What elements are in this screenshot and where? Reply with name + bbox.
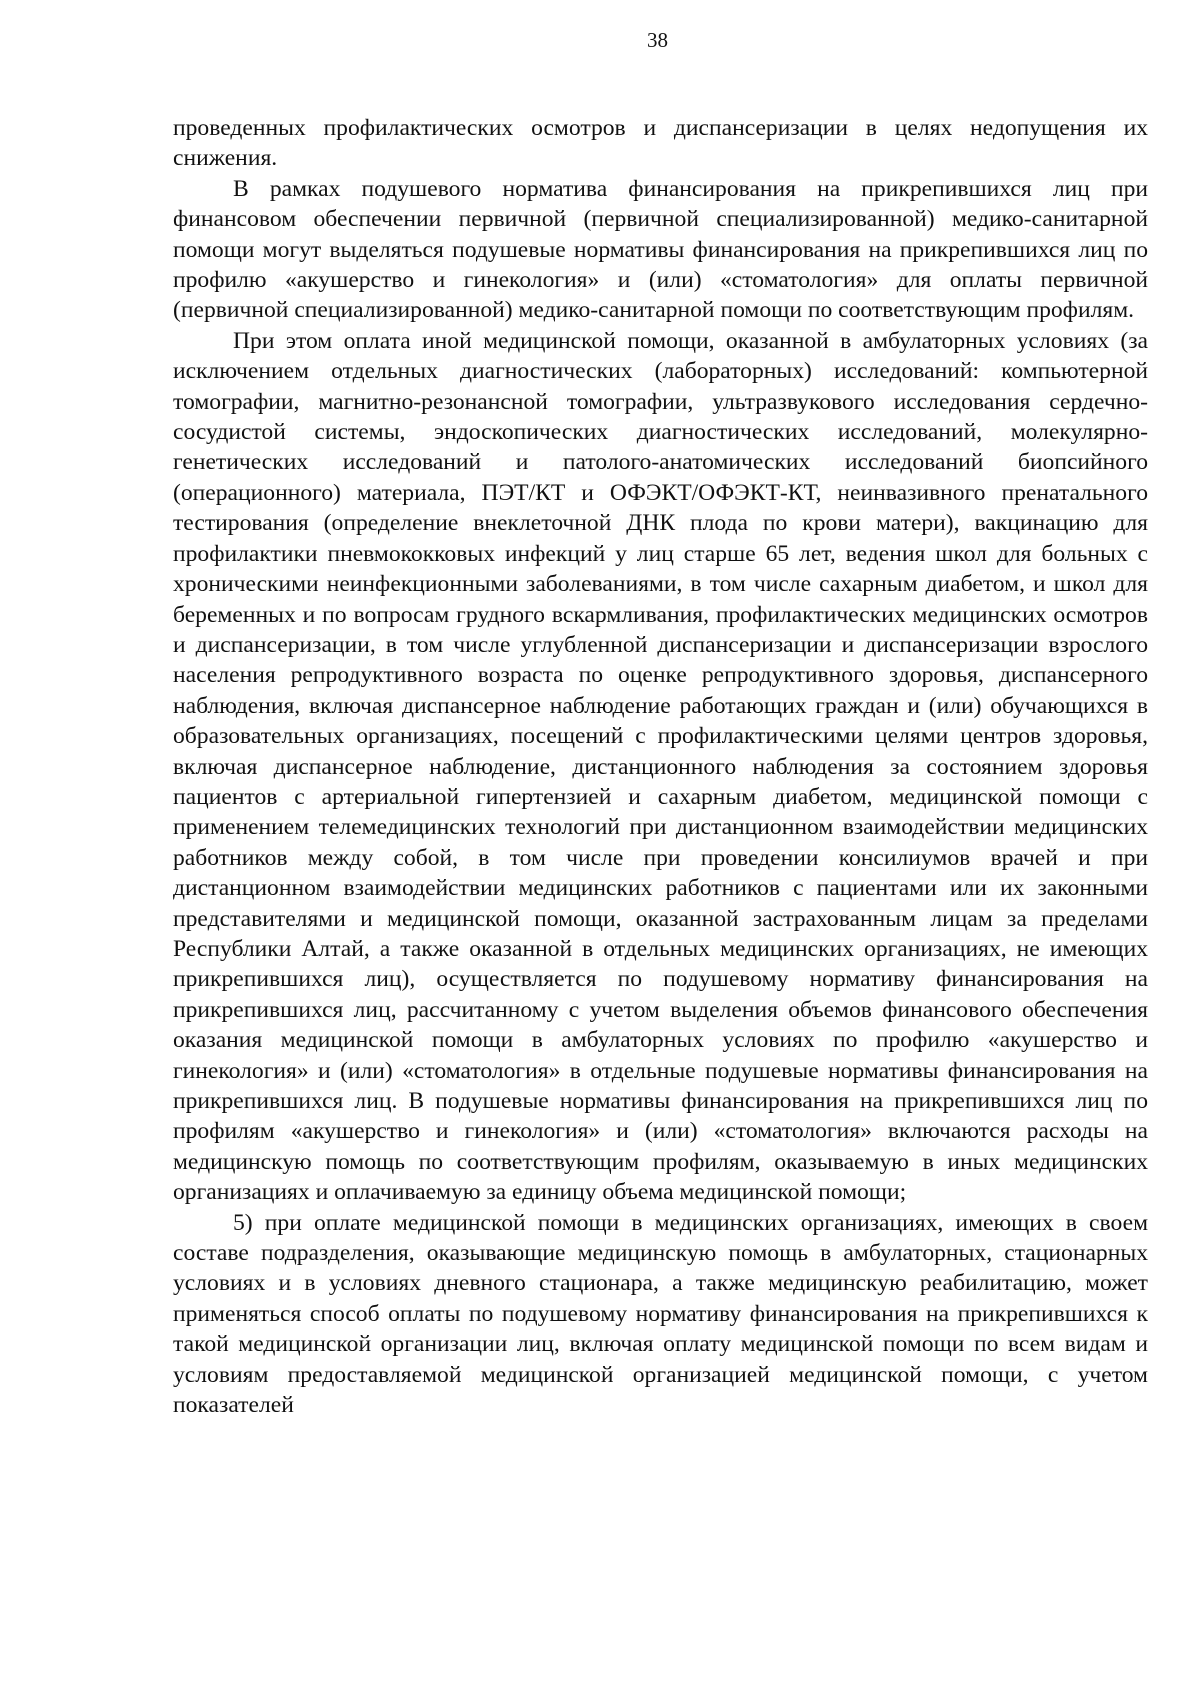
paragraph-continuation: проведенных профилактических осмотров и диспансеризации в целях недопущения их снижения. <box>173 115 1148 172</box>
page-number: 38 <box>647 28 668 52</box>
paragraph-item-5: 5) при оплате медицинской помощи в медицинских организациях, имеющих в своем составе подразделения, оказывающие медицинскую помощь в амбулаторных, стационарных условиях и в условиях дневного стационара, а также медицинскую реабилитацию, может применяться способ оплаты по подушевому нормативу финансирования на прикрепившихся к такой медицинской организации лиц, включая оплату медицинской помощи по всем видам и условиям предоставляемой медицинской организацией медицинской помощи, с учетом показателей <box>173 1209 1148 1419</box>
paragraph-outpatient-payment: При этом оплата иной медицинской помощи, оказанной в амбулаторных условиях (за исключением отдельных диагностических (лабораторных) исследований: компьютерной томографии, магнитно-резонансной томографии, ультразвукового исследования сердечно-сосудистой системы, эндоскопических диагностических исследований, молекулярно-генетических исследований и патолого-анатомических исследований биопсийного (операционного) материала, ПЭТ/КТ и ОФЭКТ/ОФЭКТ-КТ, неинвазивного пренатального тестирования (определение внеклеточной ДНК плода по крови матери), вакцинацию для профилактики пневмококковых инфекций у лиц старше 65 лет, ведения школ для больных с хроническими неинфекционными заболеваниями, в том числе сахарным диабетом, и школ для беременных и по вопросам грудного вскармливания, профилактических медицинских осмотров и диспансеризации, в том числе углубленной диспансеризации и диспансеризации взрослого населения репродуктивного возраста по оценке репродуктивного здоровья, диспансерного наблюдения, включая диспансерное наблюдение работающих граждан и (или) обучающихся в образовательных организациях, посещений с профилактическими целями центров здоровья, включая диспансерное наблюдение, дистанционного наблюдения за состоянием здоровья пациентов с артериальной гипертензией и сахарным диабетом, медицинской помощи с применением телемедицинских технологий при дистанционном взаимодействии медицинских работников между собой, в том числе при проведении консилиумов врачей и при дистанционном взаимодействии медицинских работников с пациентами или их законными представителями и медицинской помощи, оказанной застрахованным лицам за пределами Республики Алтай, а также оказанной в отдельных медицинских организациях, не имеющих прикрепившихся лиц), осуществляется по подушевому нормативу финансирования на прикрепившихся лиц, рассчитанному с учетом выделения объемов финансового обеспечения оказания медицинской помощи в амбулаторных условиях по профилю «акушерство и гинекология» и (или) «стоматология» в отдельные подушевые нормативы финансирования на прикрепившихся лиц. В подушевые нормативы финансирования на прикрепившихся лиц по профилям «акушерство и гинекология» и (или) «стоматология» включаются расходы на медицинскую помощь по соответствующим профилям, оказываемую в иных медицинских организациях и оплачиваемую за единицу объема медицинской помощи; <box>173 327 1148 1206</box>
document-body <box>173 113 1148 1420</box>
paragraph-per-capita-standards: В рамках подушевого норматива финансирования на прикрепившихся лиц при финансовом обеспечении первичной (первичной специализированной) медико-санитарной помощи могут выделяться подушевые нормативы финансирования на прикрепившихся лиц по профилю «акушерство и гинекология» и (или) «стоматология» для оплаты первичной (первичной специализированной) медико-санитарной помощи по соответствующим профилям. <box>173 175 1148 324</box>
